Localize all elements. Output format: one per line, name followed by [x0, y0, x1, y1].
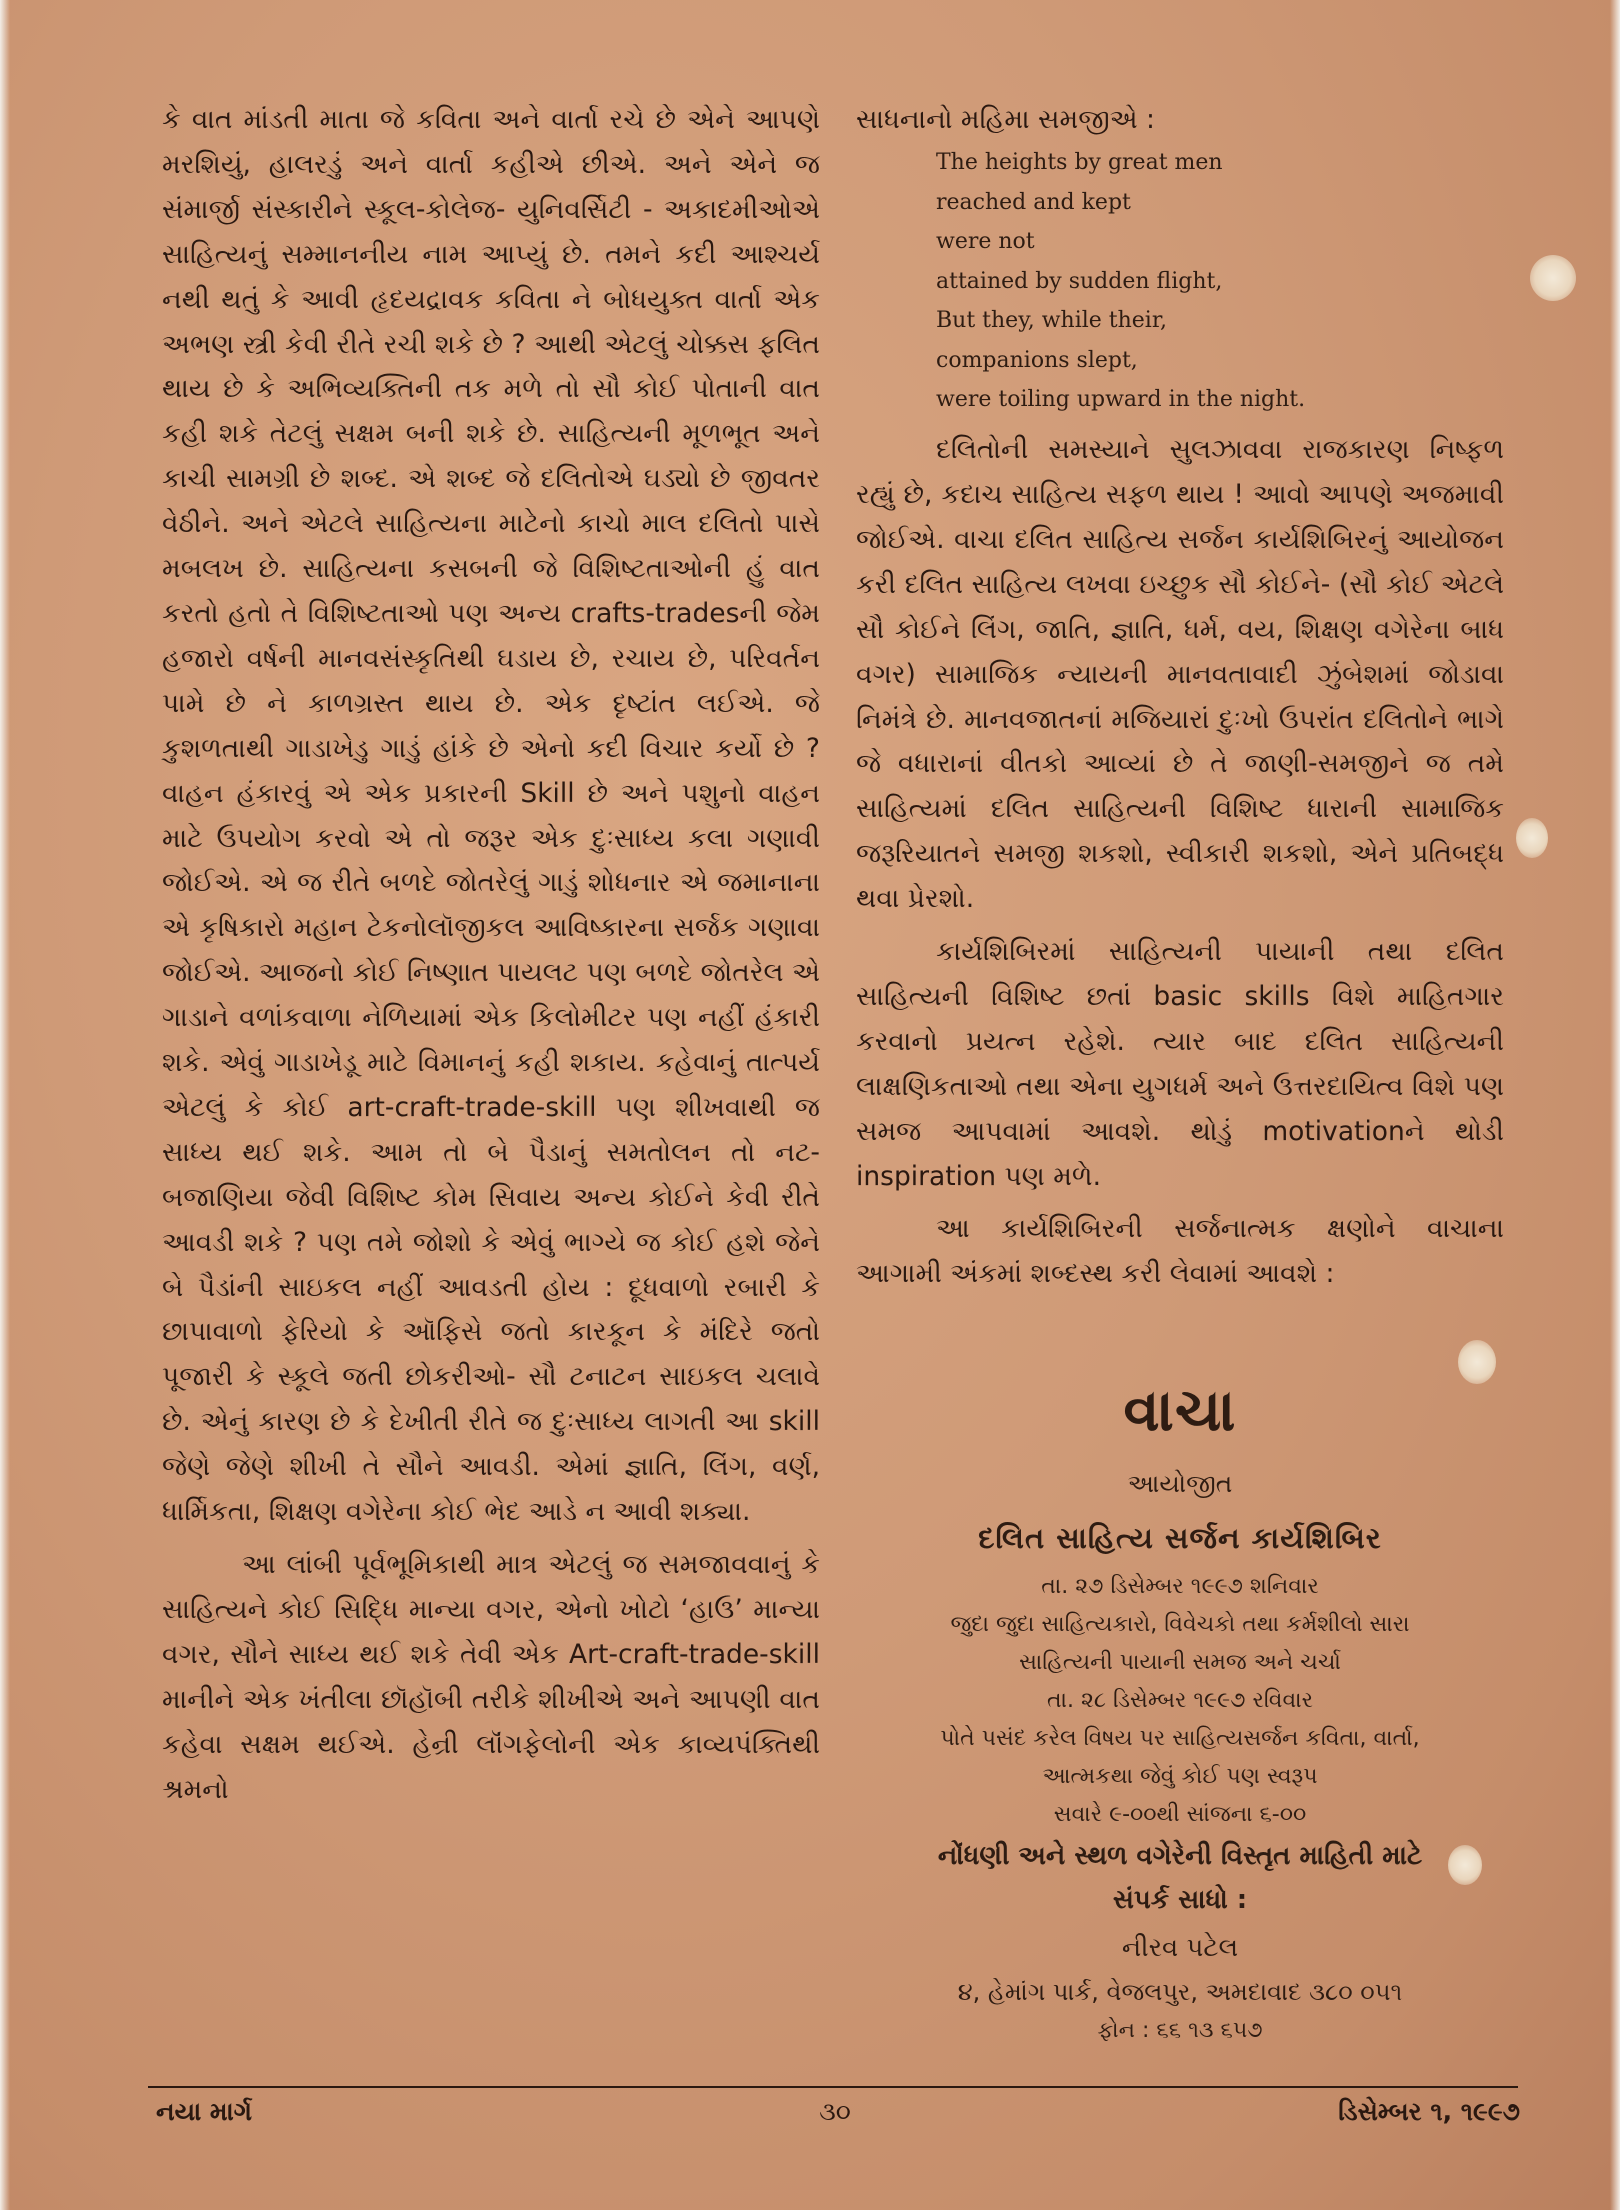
contact-address: ૪, હેમાંગ પાર્ક, વેજલપુર, અમદાવાદ ૩૮૦ ૦૫૧: [957, 1978, 1403, 2006]
right-paper-edge: [1610, 0, 1620, 2210]
paper-blemish: [1448, 1845, 1482, 1885]
day2-description: પોતે પસંદ કરેલ વિષય પર સાહિત્યસર્જન કવિતા, વાર્તા,: [940, 1726, 1420, 1751]
poem-line: The heights by great men: [936, 149, 1223, 175]
left-paper-edge: [0, 0, 10, 2210]
poem-line: attained by sudden flight,: [936, 268, 1223, 294]
timing: સવારે ૯-૦૦થી સાંજના ૬-૦૦: [1053, 1802, 1307, 1827]
left-paragraph-2: આ લાંબી પૂર્વભૂમિકાથી માત્ર એટલું જ સમજાવવાનું કે સાહિત્યને કોઈ સિદ્ધિ માન્યા વગર, એનો ખોટો ‘હાઉ’ માન્યા વગર, સૌને સાધ્ય થઈ શકે તેવી એક Art-craft-trade-skill માનીને એક ખંતીલા છૉહૉબી તરીકે શીખીએ અને આપણી વાત કહેવા સક્ષમ થઈએ. હેન્રી લૉંગફેલોની એક કાવ્યપંક્તિથી શ્રમનો: [162, 1549, 820, 1805]
workshop-title: દલિત સાહિત્ય સર્જન કાર્યશિબિર: [978, 1521, 1382, 1555]
day2-date: તા. ૨૮ ડિસેમ્બર ૧૯૯૭ રવિવાર: [1047, 1688, 1313, 1713]
left-column: [162, 98, 820, 1812]
poem-line: reached and kept: [936, 189, 1131, 215]
day1-description: સાહિત્યની પાયાની સમજ અને ચર્ચા: [1019, 1650, 1341, 1675]
footer-rule: [148, 2086, 1518, 2088]
paper-blemish: [1458, 1340, 1496, 1384]
right-column: [856, 98, 1504, 1297]
paper-blemish: [1530, 255, 1576, 301]
left-paragraph-1: કે વાત માંડતી માતા જે કવિતા અને વાર્તા રચે છે એને આપણે મરશિયું, હાલરડું અને વાર્તા કહીએ છીએ. અને એને જ સંમાર્જી સંસ્કારીને સ્કૂલ-કોલેજ- યુનિવર્સિટી - અકાદમીઓએ સાહિત્યનું સમ્માનનીય નામ આપ્યું છે. તમને કદી આશ્ચર્ય નથી થતું કે આવી હૃદયદ્રાવક કવિતા ને બોધયુક્ત વાર્તા એક અભણ સ્ત્રી કેવી રીતે રચી શકે છે ? આથી એટલું ચોક્કસ ફલિત થાય છે કે અભિવ્યક્તિની તક મળે તો સૌ કોઈ પોતાની વાત કહી શકે તેટલું સક્ષમ બની શકે છે. સાહિત્યની મૂળભૂત અને કાચી સામગ્રી છે શબ્દ. એ શબ્દ જે દલિતોએ ઘડ્યો છે જીવતર વેઠીને. અને એટલે સાહિત્યના માટેનો કાચો માલ દલિતો પાસે મબલખ છે. સાહિત્યના કસબની જે વિશિષ્ટતાઓની હું વાત કરતો હતો તે વિશિષ્ટતાઓ પણ અન્ય crafts-tradesની જેમ હજારો વર્ષની માનવસંસ્કૃતિથી ઘડાય છે, રચાય છે, પરિવર્તન પામે છે ને કાળગ્રસ્ત થાય છે. એક દૃષ્ટાંત લઈએ. જે કુશળતાથી ગાડાખેડુ ગાડું હાંકે છે એનો કદી વિચાર કર્યો છે ? વાહન હંકારવું એ એક પ્રકારની Skill છે અને પશુનો વાહન માટે ઉપયોગ કરવો એ તો જરૂર એક દુઃસાધ્ય કલા ગણાવી જોઈએ. એ જ રીતે બળદે જોતરેલું ગાડું શોધનાર એ જમાનાના એ કૃષિકારો મહાન ટેકનોલૉજીકલ આવિષ્કારના સર્જક ગણાવા જોઈએ. આજનો કોઈ નિષ્ણાત પાયલટ પણ બળદે જોતરેલ એ ગાડાને વળાંકવાળા નેળિયામાં એક કિલોમીટર પણ નહીં હંકારી શકે. એવું ગાડાખેડૂ માટે વિમાનનું કહી શકાય. કહેવાનું તાત્પર્ય એટલું કે કોઈ art-craft-trade-skill પણ શીખવાથી જ સાધ્ય થઈ શકે. આમ તો બે પૈડાનું સમતોલન તો નટ-બજાણિયા જેવી વિશિષ્ટ કોમ સિવાય અન્ય કોઈને કેવી રીતે આવડી શકે ? પણ તમે જોશો કે એવું ભાગ્યે જ કોઈ હશે જેને બે પૈડાંની સાઇકલ નહીં આવડતી હોય : દૂધવાળો રબારી કે છાપાવાળો ફેરિયો કે ઑફિસે જતો કારકૂન કે મંદિરે જતો પૂજારી કે સ્કૂલે જતી છોકરીઓ- સૌ ટનાટન સાઇકલ ચલાવે છે. એનું કારણ છે કે દેખીતી રીતે જ દુઃસાધ્ય લાગતી આ skill જેણે જેણે શીખી તે સૌને આવડી. એમાં જ્ઞાતિ, લિંગ, વર્ણ, ધાર્મિકતા, શિક્ષણ વગેરેના કોઈ ભેદ આડે ન આવી શક્યા.: [162, 104, 820, 1528]
organized-label: આયોજીત: [1127, 1469, 1233, 1498]
contact-subheading: સંપર્ક સાધો :: [1112, 1885, 1248, 1915]
longfellow-poem: [936, 143, 1504, 420]
day2-description: આત્મકથા જેવું કોઈ પણ સ્વરૂપ: [1042, 1764, 1318, 1789]
right-paragraph-1: દલિતોની સમસ્યાને સુલઝાવવા રાજકારણ નિષ્ફળ રહ્યું છે, કદાચ સાહિત્ય સફળ થાય ! આવો આપણે અજમાવી જોઈએ. વાચા દલિત સાહિત્ય સર્જન કાર્યશિબિરનું આયોજન કરી દલિત સાહિત્ય લખવા ઇચ્છુક સૌ કોઈને- (સૌ કોઈ એટલે સૌ કોઈને લિંગ, જાતિ, જ્ઞાતિ, ધર્મ, વય, શિક્ષણ વગેરેના બાધ વગર) સામાજિક ન્યાયની માનવતાવાદી ઝુંબેશમાં જોડાવા નિમંત્રે છે. માનવજાતનાં મજિયારાં દુઃખો ઉપરાંત દલિતોને ભાગે જે વધારાનાં વીતકો આવ્યાં છે તે જાણી-સમજીને જ તમે સાહિત્યમાં દલિત સાહિત્યની વિશિષ્ટ ધારાની સામાજિક જરૂરિયાતને સમજી શકશો, સ્વીકારી શકશો, એને પ્રતિબદ્ધ થવા પ્રેરશો.: [856, 434, 1504, 915]
paper-blemish: [1516, 818, 1548, 858]
footer-magazine-name: નયા માર્ગ: [156, 2097, 252, 2126]
right-lead-line: સાધનાનો મહિમા સમજીએ :: [856, 104, 1155, 135]
poem-line: companions slept,: [936, 347, 1138, 373]
contact-phone: ફોન : ૬૬ ૧૩ ૬૫૭: [1097, 2018, 1263, 2043]
poem-line: But they, while their,: [936, 308, 1167, 334]
workshop-notice: [856, 1368, 1504, 2050]
contact-heading: નોંધણી અને સ્થળ વગેરેની વિસ્તૃત માહિતી માટે: [937, 1841, 1423, 1871]
footer-date: ડિસેમ્બર ૧, ૧૯૯૭: [1338, 2097, 1520, 2126]
poem-line: were toiling upward in the night.: [936, 387, 1306, 413]
right-paragraph-3: આ કાર્યશિબિરની સર્જનાત્મક ક્ષણોને વાચાના આગામી અંકમાં શબ્દસ્થ કરી લેવામાં આવશે :: [856, 1213, 1504, 1290]
day1-date: તા. ૨૭ ડિસેમ્બર ૧૯૯૭ શનિવાર: [1041, 1574, 1319, 1599]
vacha-logo: વાચા: [1123, 1376, 1237, 1444]
poem-line: were not: [936, 229, 1035, 255]
right-paragraph-2: કાર્યશિબિરમાં સાહિત્યની પાયાની તથા દલિત સાહિત્યની વિશિષ્ટ છતાં basic skills વિશે માહિતગાર કરવાનો પ્રયત્ન રહેશે. ત્યાર બાદ દલિત સાહિત્યની લાક્ષણિકતાઓ તથા એના યુગધર્મ અને ઉત્તરદાયિત્વ વિશે પણ સમજ આપવામાં આવશે. થોડું motivationને થોડી inspiration પણ મળે.: [856, 936, 1504, 1192]
footer-page-number: ૩૦: [819, 2097, 851, 2126]
day1-description: જુદા જુદા સાહિત્યકારો, વિવેચકો તથા કર્મશીલો સારા: [950, 1612, 1410, 1637]
contact-name: નીરવ પટેલ: [1121, 1933, 1239, 1963]
